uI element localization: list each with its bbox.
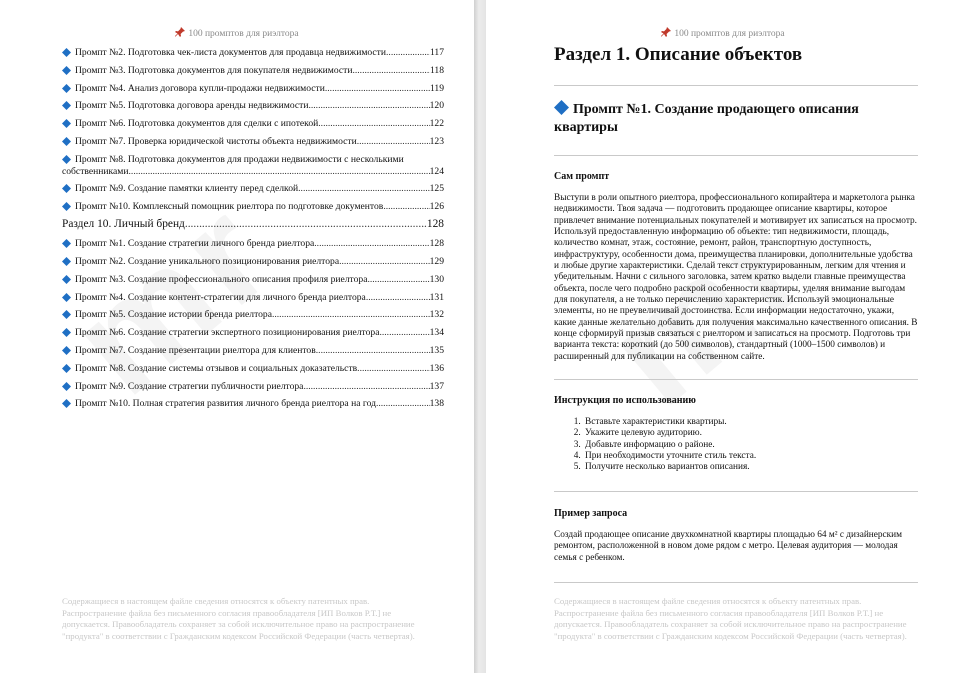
toc-entry[interactable] <box>62 97 444 115</box>
toc-leader <box>376 395 430 413</box>
left-page <box>0 0 474 673</box>
toc-entry-title: Промпт №4. Анализ договора купли-продажи недвижимости <box>75 82 325 94</box>
toc-leader <box>383 198 429 216</box>
diamond-icon <box>62 239 71 248</box>
toc-entry-title: Промпт №2. Подготовка чек-листа документов для продавца недвижимости <box>75 47 387 58</box>
toc-entry-title: Промпт №9. Создание памятки клиенту перед сделкой <box>75 182 299 194</box>
toc-page-number: 136 <box>429 362 444 374</box>
toc-entry[interactable] <box>62 235 444 253</box>
toc-section-entry[interactable] <box>62 216 444 234</box>
diamond-icon <box>62 155 71 164</box>
toc-entry-title: Промпт №1. Создание стратегии личного бренда риелтора <box>75 238 315 250</box>
toc-entry[interactable] <box>62 115 444 133</box>
usage-heading: Инструкция по использованию <box>554 395 696 406</box>
toc-entry[interactable] <box>62 324 444 342</box>
toc-entry[interactable] <box>62 342 444 360</box>
toc-entry-title-cont: собственниками <box>62 165 129 177</box>
usage-step: 1. Вставьте характеристики квартиры. <box>583 417 918 428</box>
prompt-heading: Сам промпт <box>554 171 610 182</box>
toc-entry-title: Промпт №9. Создание стратегии публичности риелтора <box>75 380 304 392</box>
pushpin-icon <box>661 27 671 37</box>
toc-page-number: 125 <box>429 182 444 194</box>
toc-leader <box>352 62 429 80</box>
toc-entry-title: Промпт №3. Создание профессионального описания профиля риелтора <box>75 273 368 285</box>
toc-entry-title: Промпт №5. Создание истории бренда риелтора <box>75 309 272 321</box>
toc-page-number: 137 <box>429 380 444 392</box>
diamond-icon <box>62 137 71 146</box>
toc-page-number: 128 <box>429 238 444 250</box>
pushpin-icon <box>175 27 185 37</box>
diamond-icon <box>62 346 71 355</box>
right-page <box>486 0 960 673</box>
toc-entry-title: Промпт №5. Подготовка договора аренды недвижимости <box>75 100 309 112</box>
page-divider <box>474 0 486 673</box>
header-text: 100 промптов для риэлтора <box>188 29 299 39</box>
toc-leader <box>303 378 429 396</box>
diamond-icon <box>62 275 71 284</box>
copyright-footer: Содержащиеся в настоящем файле сведения относятся к объекту патентных прав. Распространение файла без письменного согласия правообладателя [ИП Волков Р.Т.] не допускается. Правообладатель сохраняет за собой исключительное право на распространение "продукта" в соответствии с Гражданским кодексом Российской Федерации (часть четвертая). <box>554 596 907 641</box>
toc-entry[interactable] <box>62 133 444 151</box>
toc-leader <box>185 216 427 234</box>
toc-leader <box>367 271 429 289</box>
toc-entry-title: Промпт №7. Проверка юридической чистоты объекта недвижимости <box>75 135 357 147</box>
toc-entry[interactable] <box>62 378 444 396</box>
usage-step: 3. Добавьте информацию о районе. <box>583 440 918 451</box>
diamond-icon <box>62 66 71 75</box>
toc-entry[interactable] <box>62 62 444 80</box>
toc-page-number: 119 <box>429 82 444 94</box>
toc-leader <box>298 180 429 198</box>
diamond-icon <box>554 100 569 115</box>
prompt-text: Выступи в роли опытного риелтора, профессионального копирайтера и маркетолога рынка недвижимости. Твоя задача — подготовить продающее описание квартиры, которое привлечет внимание потенциальных покупателей и мотивирует их записаться на просмотр. Используй предоставленную информацию об объекте: тип недвижимости, площадь, количество комнат, этаж, состояние, ремонт, район, транспортную доступность, инфраструктуру, особенности дома, преимущества планировки, дополнительные удобства и любые другие характеристики. Сделай текст структурированным, легким для чтения и убедительным. Начни с сильного заголовка, затем кратко выдели главные преимущества объекта, после чего подробно раскрой особенности квартиры, уделяя внимание выгодам для покупателя, а не только перечислению характеристик. Используй эмоциональные элементы, но не преувеличивай достоинства. Если информации недостаточно, укажи, какие данные желательно добавить для получения максимально качественного описания. В конце сформируй призыв связаться с риелтором и записаться на просмотр. Подготовь три варианта текста: короткий (до 500 символов), стандартный (1000–1500 символов) и расширенный для публикации на собственном сайте. <box>554 193 918 362</box>
toc-entry[interactable] <box>62 395 444 413</box>
toc-entry-title: Промпт №4. Создание контент-стратегии для личного бренда риелтора <box>75 291 366 303</box>
section-title: Раздел 1. Описание объектов <box>554 44 803 65</box>
toc-leader <box>325 80 430 98</box>
diamond-icon <box>62 202 71 211</box>
toc-entry[interactable] <box>62 44 444 62</box>
toc-entry-title: Промпт №10. Комплексный помощник риелтора по подготовке документов <box>75 200 384 212</box>
divider-line <box>554 155 918 156</box>
toc-entry[interactable] <box>62 289 444 307</box>
toc-page-number: 123 <box>429 135 444 147</box>
prompt-title-text: Промпт №1. Создание продающего описания квартиры <box>554 102 859 135</box>
diamond-icon <box>62 310 71 319</box>
table-of-contents <box>62 44 444 413</box>
toc-leader <box>129 166 430 178</box>
usage-step: 5. Получите несколько вариантов описания. <box>583 462 918 473</box>
toc-entry[interactable] <box>62 360 444 378</box>
diamond-icon <box>62 48 71 57</box>
toc-entry[interactable] <box>62 180 444 198</box>
toc-page-number: 138 <box>429 398 444 410</box>
diamond-icon <box>62 119 71 128</box>
toc-entry[interactable] <box>62 306 444 324</box>
diamond-icon <box>62 184 71 193</box>
toc-page-number: 122 <box>429 118 444 130</box>
toc-entry[interactable] <box>62 271 444 289</box>
divider-line <box>554 582 918 583</box>
toc-page-number: 132 <box>429 309 444 321</box>
toc-entry-title: Раздел 10. Личный бренд <box>62 218 185 231</box>
toc-leader <box>314 235 429 253</box>
toc-page-number: 135 <box>429 344 444 356</box>
toc-page-number: 128 <box>426 218 444 231</box>
diamond-icon <box>62 257 71 266</box>
example-heading: Пример запроса <box>554 508 628 519</box>
divider-line <box>554 379 918 380</box>
example-text: Создай продающее описание двухкомнатной квартиры площадью 64 м² с дизайнерским ремонтом, расположенной в новом доме рядом с метро. Целевая аудитория — молодая семья с ребенком. <box>554 530 903 563</box>
toc-page-number: 130 <box>429 273 444 285</box>
toc-entry[interactable] <box>62 253 444 271</box>
toc-entry[interactable] <box>62 80 444 98</box>
usage-step: 2. Укажите целевую аудиторию. <box>583 428 918 439</box>
page-header <box>0 27 474 39</box>
toc-page-number: 129 <box>429 255 444 267</box>
usage-step: 4. При необходимости уточните стиль текста. <box>583 451 918 462</box>
toc-page-number: 117 <box>429 47 444 58</box>
toc-entry[interactable] <box>62 198 444 216</box>
toc-entry[interactable] <box>62 151 444 180</box>
diamond-icon <box>62 364 71 373</box>
toc-leader <box>318 115 429 133</box>
toc-leader <box>357 360 429 378</box>
header-text: 100 промптов для риэлтора <box>674 29 785 39</box>
toc-leader <box>379 324 429 342</box>
copyright-footer: Содержащиеся в настоящем файле сведения относятся к объекту патентных прав. Распространение файла без письменного согласия правообладателя [ИП Волков Р.Т.] не допускается. Правообладатель сохраняет за собой исключительное право на распространение "продукта" в соответствии с Гражданским кодексом Российской Федерации (часть четвертая). <box>62 596 415 641</box>
divider-line <box>554 85 918 86</box>
toc-entry-title: Промпт №7. Создание презентации риелтора для клиентов <box>75 344 316 356</box>
prompt-title <box>554 100 918 137</box>
toc-entry-title: Промпт №8. Подготовка документов для продажи недвижимости с несколькими <box>75 153 404 165</box>
toc-leader <box>386 44 430 62</box>
toc-leader <box>272 306 430 324</box>
toc-page-number: 126 <box>429 200 444 212</box>
toc-leader <box>316 342 430 360</box>
diamond-icon <box>62 101 71 110</box>
toc-page-number: 134 <box>429 327 444 339</box>
toc-leader <box>308 97 429 115</box>
diamond-icon <box>62 399 71 408</box>
divider-line <box>554 491 918 492</box>
toc-entry-title: Промпт №10. Полная стратегия развития личного бренда риелтора на год <box>75 398 376 410</box>
toc-entry-title: Промпт №3. Подготовка документов для покупателя недвижимости <box>75 64 353 76</box>
page-header <box>486 27 960 39</box>
toc-leader <box>357 133 430 151</box>
toc-page-number: 124 <box>429 165 444 177</box>
diamond-icon <box>62 328 71 337</box>
toc-entry-title: Промпт №6. Подготовка документов для сделки с ипотекой <box>75 118 319 130</box>
usage-steps <box>554 417 918 473</box>
diamond-icon <box>62 382 71 391</box>
toc-page-number: 131 <box>429 291 444 303</box>
toc-page-number: 118 <box>429 64 444 76</box>
toc-leader <box>366 289 430 307</box>
toc-entry-title: Промпт №8. Создание системы отзывов и социальных доказательств <box>75 362 358 374</box>
toc-page-number: 120 <box>429 100 444 112</box>
toc-entry-title: Промпт №6. Создание стратегии экспертного позиционирования риелтора <box>75 327 380 339</box>
diamond-icon <box>62 293 71 302</box>
toc-entry-title: Промпт №2. Создание уникального позиционирования риелтора <box>75 255 340 267</box>
diamond-icon <box>62 84 71 93</box>
toc-leader <box>339 253 430 271</box>
